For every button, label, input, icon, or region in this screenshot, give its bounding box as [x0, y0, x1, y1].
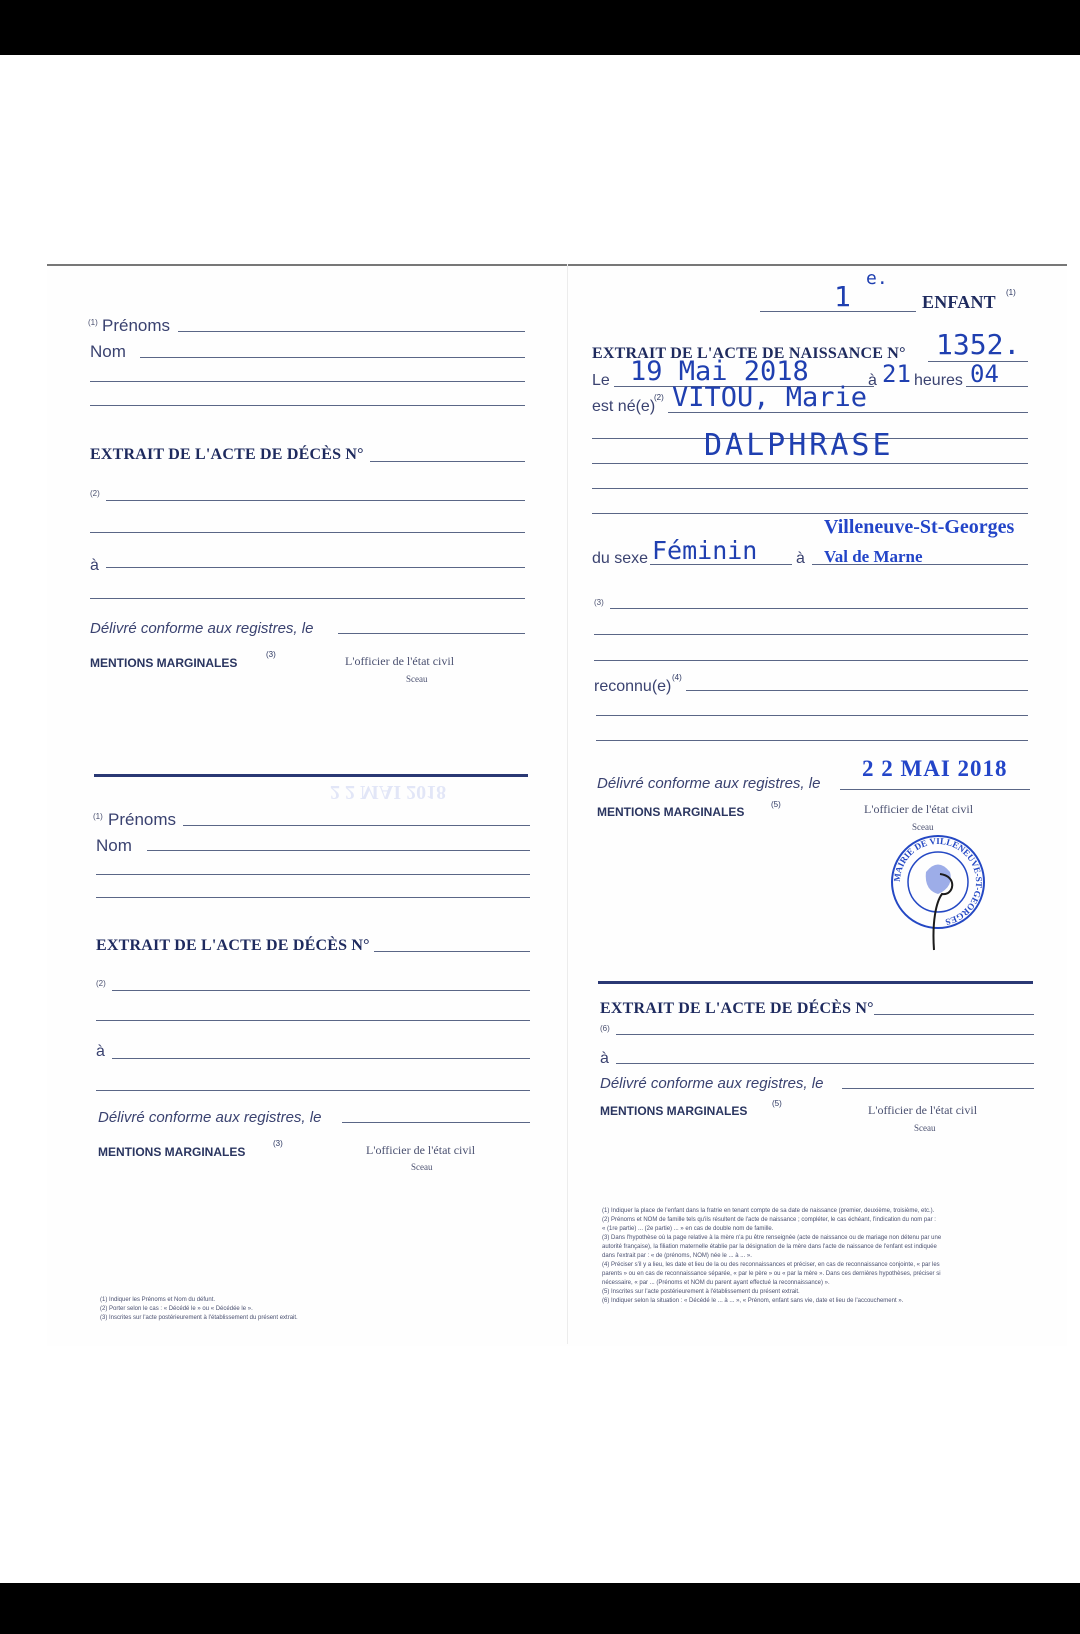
sexe-label: du sexe	[592, 550, 649, 567]
birth-date: 19 Mai 2018	[630, 356, 809, 387]
sceau-label-deces: Sceau	[914, 1123, 936, 1133]
a-label: à	[90, 557, 99, 574]
delivre-label: Délivré conforme aux registres, le	[597, 775, 821, 792]
footnote: dans l'extrait par : « de (prénoms, NOM) née le ... à ... ».	[602, 1253, 752, 1259]
footnote-marker: (1)	[88, 318, 98, 327]
blank-line	[596, 740, 1028, 741]
separator	[598, 981, 1033, 984]
sexe-value: Féminin	[652, 536, 758, 565]
footnote-marker: (3)	[594, 598, 604, 607]
blank-line	[90, 405, 525, 406]
place-stamp-line2: Val de Marne	[824, 547, 923, 566]
mentions-label-deces: MENTIONS MARGINALES	[600, 1104, 748, 1118]
page-fold	[567, 264, 568, 1344]
mentions-label-2: MENTIONS MARGINALES	[98, 1145, 246, 1159]
footnote-marker: (6)	[600, 1024, 610, 1033]
blank-line	[616, 1034, 1034, 1035]
reconnu-label: reconnu(e)	[594, 678, 672, 695]
enfant-label: ENFANT	[922, 292, 996, 312]
prenoms-label-2: Prénoms	[108, 810, 177, 829]
officer-label: L'officier de l'état civil	[345, 654, 455, 668]
blank-line	[96, 1090, 530, 1091]
delivre-line	[842, 1088, 1034, 1089]
delivre-date-stamp: 2 2 MAI 2018	[862, 756, 1008, 781]
birth-hour: 21	[882, 360, 911, 388]
footnote-marker: (3)	[273, 1139, 283, 1148]
prenoms-label: Prénoms	[102, 316, 171, 335]
enfant-rank-suffix: e.	[866, 268, 888, 289]
blank-line	[610, 608, 1028, 609]
footnote-marker: (2)	[90, 489, 100, 498]
a-line	[112, 1058, 530, 1059]
footnote: (2) Porter selon le cas : « Décédé le » ou « Décédée le ».	[100, 1306, 253, 1312]
child-name-line2: DALPHRASE	[704, 428, 894, 463]
delivre-line	[342, 1122, 530, 1123]
prenoms-line	[178, 331, 525, 332]
blank-line	[596, 715, 1028, 716]
a-label-2: à	[96, 1043, 105, 1060]
heures-label: heures	[914, 372, 963, 389]
bottom-black-bar	[0, 1583, 1080, 1634]
footnote-marker: (1)	[93, 812, 103, 821]
deces-number-line	[370, 461, 525, 462]
footnote-marker: (1)	[1006, 288, 1016, 297]
naissance-title: EXTRAIT DE L'ACTE DE NAISSANCE N°	[592, 345, 906, 362]
delivre-line	[338, 633, 525, 634]
nom-label: Nom	[90, 342, 126, 361]
officer-label: L'officier de l'état civil	[864, 802, 974, 816]
deces-number-line	[374, 951, 530, 952]
nom-label-2: Nom	[96, 836, 132, 855]
birth-minute: 04	[970, 360, 999, 388]
blank-line	[96, 874, 530, 875]
reconnu-line	[686, 690, 1028, 691]
enfant-rank: 1	[834, 280, 851, 313]
blank-line	[594, 634, 1028, 635]
footnote: (4) Préciser s'il y a lieu, les date et lieu de la ou des reconnaissances et préciser, en cas de reconnaissance conjointe, « par les	[602, 1262, 940, 1268]
prenoms-line	[183, 825, 530, 826]
blank-line	[592, 513, 1028, 514]
sceau-label: Sceau	[912, 822, 934, 832]
le-label: Le	[592, 372, 610, 389]
blank-line	[96, 897, 530, 898]
deces-title: EXTRAIT DE L'ACTE DE DÉCÈS N°	[600, 1000, 874, 1017]
blank-line	[594, 660, 1028, 661]
sceau-label: Sceau	[406, 674, 428, 684]
footnote: (1) Indiquer les Prénoms et Nom du défunt.	[100, 1297, 216, 1303]
seal-text: MAIRIE DE VILLENEUVE-ST-GEORGES	[891, 835, 985, 928]
delivre-label: Délivré conforme aux registres, le	[90, 620, 314, 637]
place-stamp-line1: Villeneuve-St-Georges	[824, 516, 1015, 538]
blank-line	[90, 381, 525, 382]
a-label-deces: à	[600, 1050, 609, 1067]
ghost-stamp: 2 2 MAI 2018	[330, 781, 447, 803]
footnote: (1) Indiquer la place de l'enfant dans la fratrie en tenant compte de sa date de naissance (premier, deuxième, troisième, etc.).	[602, 1208, 935, 1214]
footnote: autorité française), la filiation maternelle établie par la désignation de la mère dans l'acte de naissance de l'enfant est indiquée	[602, 1244, 937, 1250]
deces-title: EXTRAIT DE L'ACTE DE DÉCÈS N°	[90, 446, 364, 463]
footnote: « (1re partie) ... (2e partie) ... » en cas de double nom de famille.	[602, 1226, 774, 1232]
officer-label-deces: L'officier de l'état civil	[868, 1103, 978, 1117]
deces-number-line	[874, 1014, 1034, 1015]
footnote: (5) Inscrites sur l'acte postérieurement à l'établissement du présent extrait.	[602, 1289, 800, 1295]
blank-line	[90, 598, 525, 599]
footnote-marker: (2)	[96, 979, 106, 988]
blank-line	[592, 488, 1028, 489]
mairie-seal-icon	[888, 832, 988, 962]
footnote-marker: (2)	[654, 393, 664, 402]
mentions-label: MENTIONS MARGINALES	[597, 805, 745, 819]
footnote-marker: (5)	[772, 1099, 782, 1108]
separator	[94, 774, 528, 777]
blank-line	[592, 463, 1028, 464]
a-line	[616, 1063, 1034, 1064]
delivre-line	[840, 789, 1030, 790]
footnote: nécessaire, « par ... (Prénoms et NOM du parent ayant effectué la reconnaissance) ».	[602, 1280, 830, 1286]
deces-title-2: EXTRAIT DE L'ACTE DE DÉCÈS N°	[96, 937, 370, 954]
a-line	[106, 567, 525, 568]
nom-line	[140, 357, 525, 358]
footnote-marker: (5)	[771, 800, 781, 809]
footnote-marker: (4)	[672, 673, 682, 682]
officer-label-2: L'officier de l'état civil	[366, 1143, 476, 1157]
mentions-label: MENTIONS MARGINALES	[90, 656, 238, 670]
nom-line	[147, 850, 530, 851]
top-black-bar	[0, 0, 1080, 55]
delivre-label-deces: Délivré conforme aux registres, le	[600, 1075, 824, 1092]
child-name-line1: VITOU, Marie	[672, 382, 868, 413]
blank-line	[106, 500, 525, 501]
est-ne-label: est né(e)	[592, 398, 656, 415]
right-footnotes	[602, 1207, 941, 1306]
footnote: (6) Indiquer selon la situation : « Décédé le ... à ... », « Prénom, enfant sans vie, date et lieu de l'accouchement ».	[602, 1298, 904, 1304]
blank-line	[90, 532, 525, 533]
blank-line	[96, 1020, 530, 1021]
a-label-2: à	[796, 550, 805, 567]
footnote: (3) Dans l'hypothèse où la page relative à la mère n'a pu être renseignée (acte de naissance ou de mariage non détenu par une	[602, 1235, 942, 1241]
footnote: (2) Prénoms et NOM de famille tels qu'ils résultent de l'acte de naissance ; compléter, le cas échéant, l'indication du nom par :	[602, 1217, 936, 1223]
naissance-number: 1352.	[936, 328, 1021, 361]
footnote: (3) Inscrites sur l'acte postérieurement à l'établissement du présent extrait.	[100, 1315, 298, 1321]
footnote-marker: (3)	[266, 650, 276, 659]
left-footnotes	[100, 1296, 298, 1323]
delivre-label-2: Délivré conforme aux registres, le	[98, 1109, 322, 1126]
blank-line	[112, 990, 530, 991]
footnote: parents » ou en cas de reconnaissance séparée, « par le père » ou « par la mère ». Dans ces dernières hypothèses, préciser si	[602, 1271, 941, 1277]
a-label: à	[868, 372, 877, 389]
sceau-label-2: Sceau	[411, 1162, 433, 1172]
